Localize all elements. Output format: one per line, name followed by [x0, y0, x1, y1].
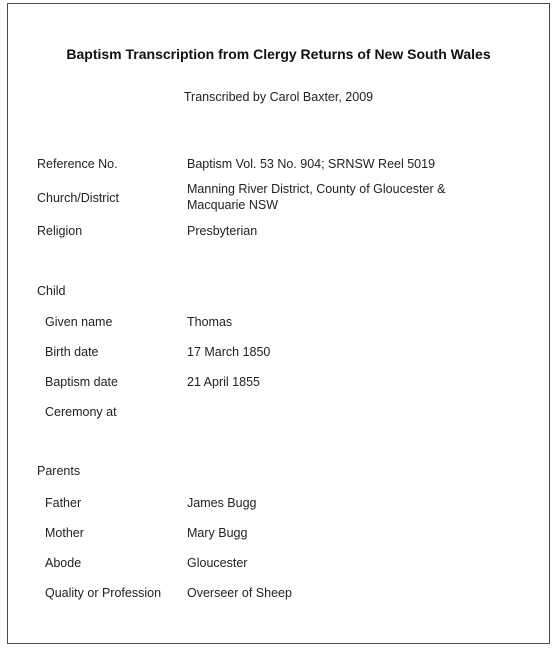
baptism-date-label: Baptism date [45, 375, 118, 389]
religion-value: Presbyterian [187, 224, 258, 238]
ceremony-at-label: Ceremony at [45, 405, 117, 419]
reference-value: Baptism Vol. 53 No. 904; SRNSW Reel 5019 [187, 157, 436, 171]
child-heading: Child [37, 284, 66, 298]
parents-heading: Parents [37, 464, 81, 478]
church-label: Church/District [37, 191, 119, 205]
mother-value: Mary Bugg [187, 526, 248, 540]
reference-label: Reference No. [37, 157, 118, 171]
document-subtitle: Transcribed by Carol Baxter, 2009 [183, 90, 374, 104]
birth-date-value: 17 March 1850 [187, 345, 271, 359]
baptism-date-value: 21 April 1855 [187, 375, 260, 389]
church-value: Manning River District, County of Gloucester & Macquarie NSW [187, 182, 446, 212]
abode-value: Gloucester [187, 556, 248, 570]
religion-label: Religion [37, 224, 83, 238]
birth-date-label: Birth date [45, 345, 99, 359]
document-title: Baptism Transcription from Clergy Returns of New South Wales [66, 46, 491, 62]
mother-label: Mother [45, 526, 84, 540]
profession-label: Quality or Profession [45, 586, 162, 600]
abode-label: Abode [45, 556, 82, 570]
profession-value: Overseer of Sheep [187, 586, 292, 600]
father-label: Father [45, 496, 82, 510]
page-frame [7, 3, 550, 644]
given-name-label: Given name [45, 315, 113, 329]
father-value: James Bugg [187, 496, 257, 510]
given-name-value: Thomas [187, 315, 233, 329]
